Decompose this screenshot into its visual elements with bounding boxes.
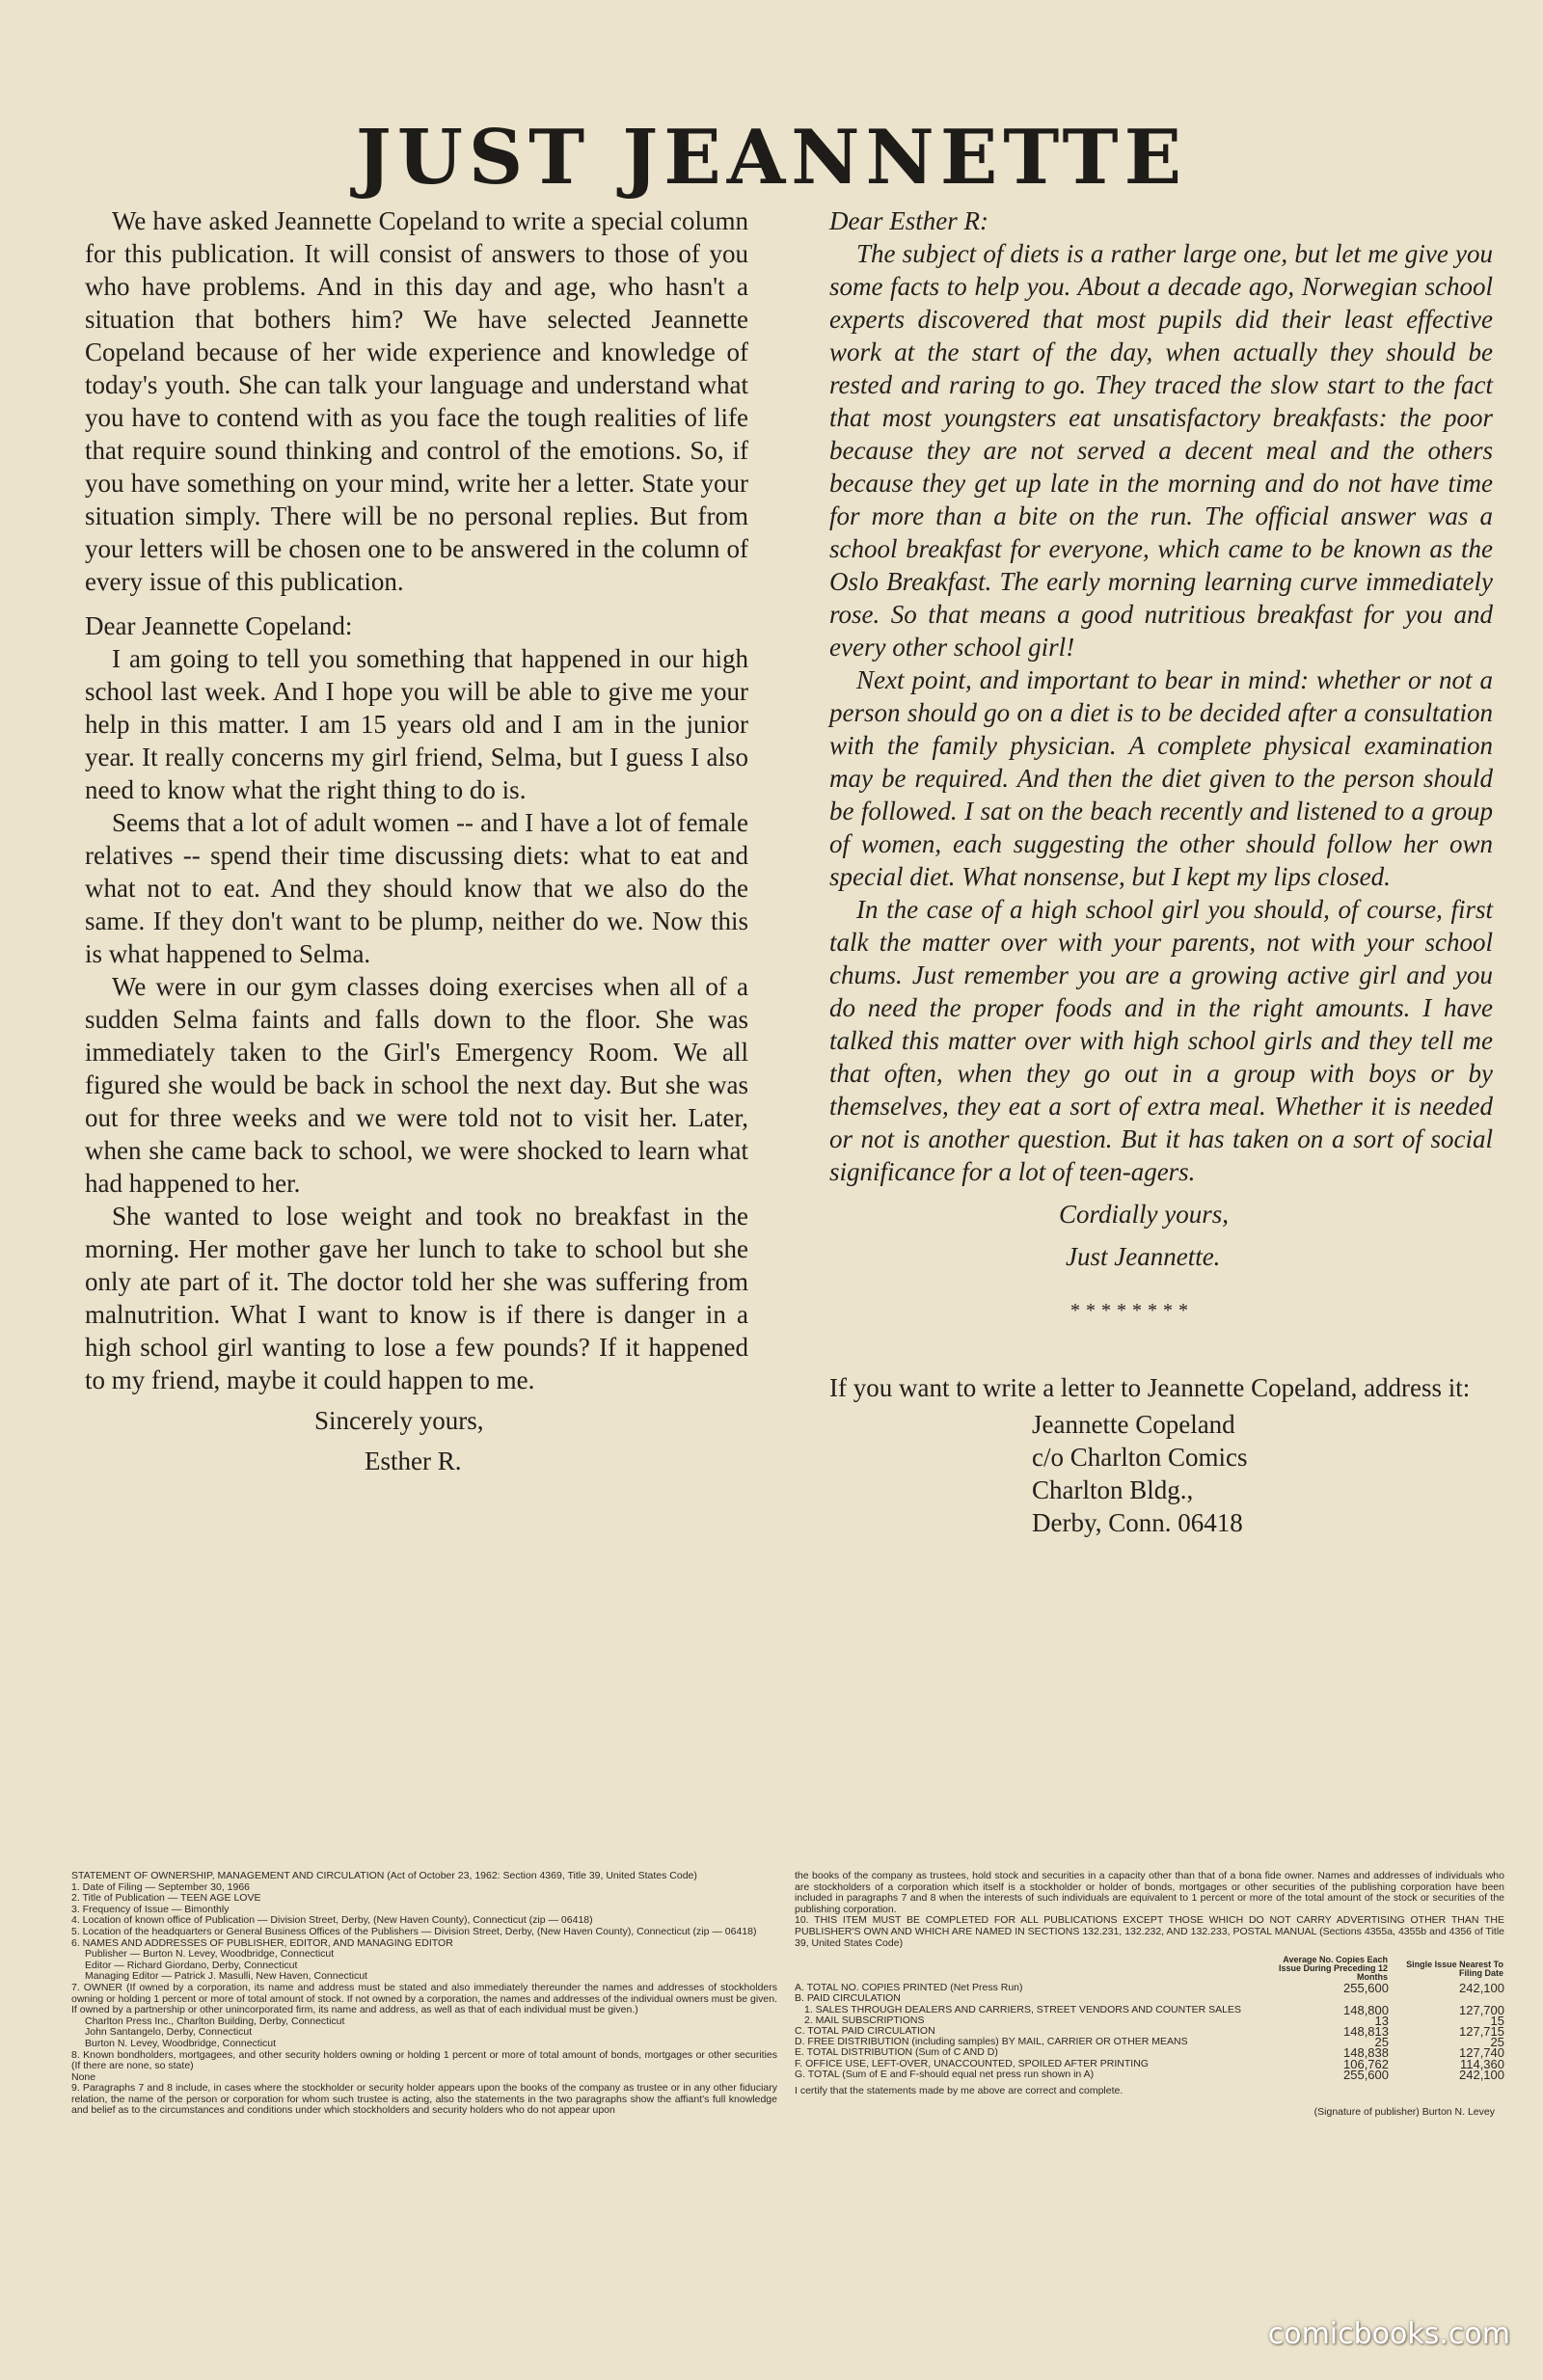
- table-row: [795, 1983, 1504, 1993]
- row-single: 242,100: [1459, 2067, 1504, 2082]
- row-label: 1. SALES THROUGH DEALERS AND CARRIERS, STREET VENDORS AND COUNTER SALES: [804, 2003, 1241, 2015]
- address-intro: If you want to write a letter to Jeannette Copeland, address it:: [829, 1373, 1471, 1402]
- row-label: E. TOTAL DISTRIBUTION (Sum of C AND D): [795, 2046, 998, 2059]
- statement-line: Editor — Richard Giordano, Derby, Connecticut: [85, 1959, 298, 1971]
- statement-line: 8. Known bondholders, mortgagees, and other security holders owning or holding 1 percent or more of total amount of bonds, mortgages or other securities (If there are none, so state): [71, 2048, 777, 2072]
- row-single: 25: [1490, 2035, 1504, 2050]
- address-line: Derby, Conn. 06418: [1032, 1508, 1243, 1537]
- publisher-signature: (Signature of publisher) Burton N. Levey: [1313, 2105, 1495, 2118]
- right-column: [829, 204, 1493, 1539]
- statement-line: Publisher — Burton N. Levey, Woodbridge, Connecticut: [85, 1948, 335, 1961]
- statement-line: 3. Frequency of Issue — Bimonthly: [71, 1903, 230, 1915]
- row-single: 15: [1490, 2013, 1504, 2028]
- intro-paragraph: We have asked Jeannette Copeland to write a special column for this publication. It will consist of answers to those of you who have problems. And in this day and age, who hasn't a situation that bothers him? We have selected Jeannette Copeland because of her wide experience and knowledge of today's youth. She can talk your language and understand what you have to contend with as you face the tough realities of life that require sound thinking and control of the emotions. So, if you have something on your mind, write her a letter. State your situation simply. There will be no personal replies. But from your letters will be chosen one to be answered in the column of every issue of this publication.: [85, 206, 748, 596]
- row-average: 148,800: [1343, 2002, 1389, 2017]
- table-row: [795, 2069, 1504, 2080]
- statement-line: Burton N. Levey, Woodbridge, Connecticut: [85, 2037, 277, 2049]
- page-title: JUST JEANNETTE: [355, 114, 1188, 202]
- reply-paragraph: Next point, and important to bear in mind: whether or not a person should go on a diet is to be decided after a consultation with the family physician. A complete physical examination may be required. And then the diet given to the person should be followed. I sat on the beach recently and listened to a group of women, each suggesting the other should follow her own special diet. What nonsense, but I kept my lips closed.: [829, 665, 1493, 891]
- letter-paragraph: Seems that a lot of adult women -- and I have a lot of female relatives -- spend their time discussing diets: what to eat and what not to eat. And they should know that we also do the same. If they don't want to be plump, neither do we. Now this is what happened to Selma.: [85, 808, 748, 968]
- row-single: 127,700: [1459, 2002, 1504, 2017]
- statement-line: 5. Location of the headquarters or General Business Offices of the Publishers — Division Street, Derby, (New Haven County), Connecticut (zip — 06418): [71, 1925, 757, 1937]
- statement-line: 6. NAMES AND ADDRESSES OF PUBLISHER, EDITOR, AND MANAGING EDITOR: [71, 1936, 453, 1949]
- statement-line: 7. OWNER (If owned by a corporation, its name and address must be stated and also immediately thereunder the names and addresses of stockholders owning or holding 1 percent or more of total amount of stock. If not owned by a corporation, the names and addresses of the individual owners must be given. If owned by a partnership or other unincorporated firm, its name and address, as well as that of each individual must be given.): [71, 1981, 777, 2016]
- column-header-average: Average No. Copies Each Issue During Preceding 12 Months: [1278, 1955, 1388, 1983]
- letter-signature: Esther R.: [365, 1447, 462, 1475]
- letter-paragraph: I am going to tell you something that happened in our high school last week. And I hope you will be able to give me your help in this matter. I am 15 years old and I am in the junior year. It really concerns my girl friend, Selma, but I guess I also need to know what the right thing to do is.: [85, 644, 748, 804]
- table-header-row: [795, 1955, 1504, 1983]
- left-column: [85, 204, 748, 1477]
- row-label: B. PAID CIRCULATION: [795, 1992, 901, 2005]
- address-line: Charlton Bldg.,: [1032, 1475, 1194, 1504]
- row-single: 242,100: [1459, 1981, 1504, 1996]
- reply-paragraph: In the case of a high school girl you should, of course, first talk the matter over with your parents, not with your school chums. Just remember you are a growing active girl and you do need the proper foods and in the right amounts. I have talked this matter over with high school girls and they tell me that often, when they go out in a group with boys or by themselves, they eat a sort of extra meal. Whether it is needed or not is another question. But it has taken on a sort of social significance for a lot of teen-agers.: [829, 895, 1493, 1186]
- row-label: 2. MAIL SUBSCRIPTIONS: [804, 2014, 925, 2026]
- statement-line: 2. Title of Publication — TEEN AGE LOVE: [71, 1892, 261, 1905]
- table-row: [795, 1993, 1504, 2004]
- letter-paragraph: She wanted to lose weight and took no breakfast in the morning. Her mother gave her lunch to take to school but she only ate part of it. The doctor told her she was suffering from malnutrition. What I want to know is if there is danger in a high school girl wanting to lose a few pounds? If it happened to my friend, maybe it could happen to me.: [85, 1202, 748, 1394]
- row-average: 255,600: [1343, 1981, 1389, 1996]
- ownership-statement-right: [795, 1871, 1504, 2124]
- reply-closing: Cordially yours,: [1059, 1200, 1230, 1229]
- row-average: 148,838: [1343, 2045, 1389, 2061]
- row-average: 25: [1374, 2035, 1389, 2050]
- statement-line: 1. Date of Filing — September 30, 1966: [71, 1880, 251, 1893]
- divider-stars: ********: [1070, 1300, 1194, 1321]
- row-single: 127,715: [1459, 2023, 1504, 2039]
- letter-salutation: Dear Jeannette Copeland:: [85, 611, 353, 640]
- statement-line: John Santangelo, Derby, Connecticut: [85, 2026, 253, 2039]
- address-line: c/o Charlton Comics: [1032, 1443, 1248, 1472]
- certification-block: [795, 2086, 1504, 2124]
- row-label: F. OFFICE USE, LEFT-OVER, UNACCOUNTED, SPOILED AFTER PRINTING: [795, 2057, 1149, 2069]
- letter-paragraph: We were in our gym classes doing exercises when all of a sudden Selma faints and falls down to the floor. She was immediately taken to the Girl's Emergency Room. We all figured she would be back in school the next day. But she was out for three weeks and we were told not to visit her. Later, when she came back to school, we were shocked to learn what had happened to her.: [85, 972, 748, 1198]
- statement-line: None: [71, 2070, 96, 2083]
- row-single: 114,360: [1459, 2056, 1504, 2071]
- statement-line: the books of the company as trustees, hold stock and securities in a capacity other than that of a bona fide owner. Names and addresses of individuals who are stockholders of a corporation which itself is a stockholder or holder of bonds, mortgages or other securities of the publishing corporation have been included in paragraphs 7 and 8 when the interests of such individuals are equivalent to 1 percent or more of the total amount of the stock or securities of the publishing corporation.: [795, 1870, 1504, 1915]
- row-average: 106,762: [1343, 2056, 1389, 2071]
- letter-closing: Sincerely yours,: [314, 1406, 484, 1435]
- column-header-single: Single Issue Nearest To Filing Date: [1406, 1959, 1503, 1978]
- row-label: C. TOTAL PAID CIRCULATION: [795, 2024, 935, 2037]
- row-single: 127,740: [1459, 2045, 1504, 2061]
- row-average: 148,813: [1343, 2023, 1389, 2039]
- ownership-statement-left: [71, 1871, 777, 2117]
- statement-line: Charlton Press Inc., Charlton Building, Derby, Connecticut: [85, 2015, 345, 2027]
- row-label: G. TOTAL (Sum of E and F-should equal net press run shown in A): [795, 2068, 1095, 2080]
- reply-paragraph: The subject of diets is a rather large one, but let me give you some facts to help you. About a decade ago, Norwegian school experts discovered that most pupils did their least effective work at the start of the day, when actually they should be rested and raring to go. They traced the slow start to the fact that most youngsters eat unsatisfactory breakfasts: the poor because they are not served a decent meal and the others because they get up late in the morning and do not have time for more than a bite on the run. The official answer was a school breakfast for everyone, which came to be known as the Oslo Breakfast. The early morning learning curve immediately rose. So that means a good nutritious breakfast for you and every other school girl!: [829, 239, 1493, 662]
- reply-signature: Just Jeannette.: [1066, 1242, 1221, 1271]
- circulation-table: [795, 1955, 1504, 2080]
- row-average: 255,600: [1343, 2067, 1389, 2082]
- address-line: Jeannette Copeland: [1032, 1410, 1235, 1439]
- watermark: comicbooks.com: [1267, 2317, 1510, 2351]
- certification-text: I certify that the statements made by me above are correct and complete.: [795, 2084, 1123, 2096]
- row-label: A. TOTAL NO. COPIES PRINTED (Net Press Run): [795, 1982, 1023, 1994]
- statement-line: 9. Paragraphs 7 and 8 include, in cases where the stockholder or security holder appears upon the books of the company as trustee or in any other fiduciary relation, the name of the person or corporation for whom such trustee is acting, also the statements in the two paragraphs show the affiant's full knowledge and belief as to the circumstances and conditions under which stockholders and security holders who do not appear upon: [71, 2082, 777, 2117]
- table-row: [795, 2047, 1504, 2058]
- reply-salutation: Dear Esther R:: [829, 206, 988, 235]
- statement-line: Managing Editor — Patrick J. Masulli, New Haven, Connecticut: [85, 1970, 367, 1983]
- row-label: D. FREE DISTRIBUTION (including samples) BY MAIL, CARRIER OR OTHER MEANS: [795, 2036, 1188, 2048]
- statement-line: STATEMENT OF OWNERSHIP, MANAGEMENT AND CIRCULATION (Act of October 23, 1962: Section 4369, Title 39, United States Code): [71, 1870, 697, 1881]
- statement-line: 10. THIS ITEM MUST BE COMPLETED FOR ALL PUBLICATIONS EXCEPT THOSE WHICH DO NOT CARRY ADVERTISING OTHER THAN THE PUBLISHER'S OWN AND WHICH ARE NAMED IN SECTIONS 132.231, 132.232, AND 132.233, POSTAL MANUAL (Sections 4355a, 4355b and 4356 of Title 39, United States Code): [795, 1914, 1504, 1949]
- statement-line: 4. Location of known office of Publication — Division Street, Derby, (New Haven County), Connecticut (zip — 06418): [71, 1914, 593, 1927]
- row-average: 13: [1374, 2013, 1389, 2028]
